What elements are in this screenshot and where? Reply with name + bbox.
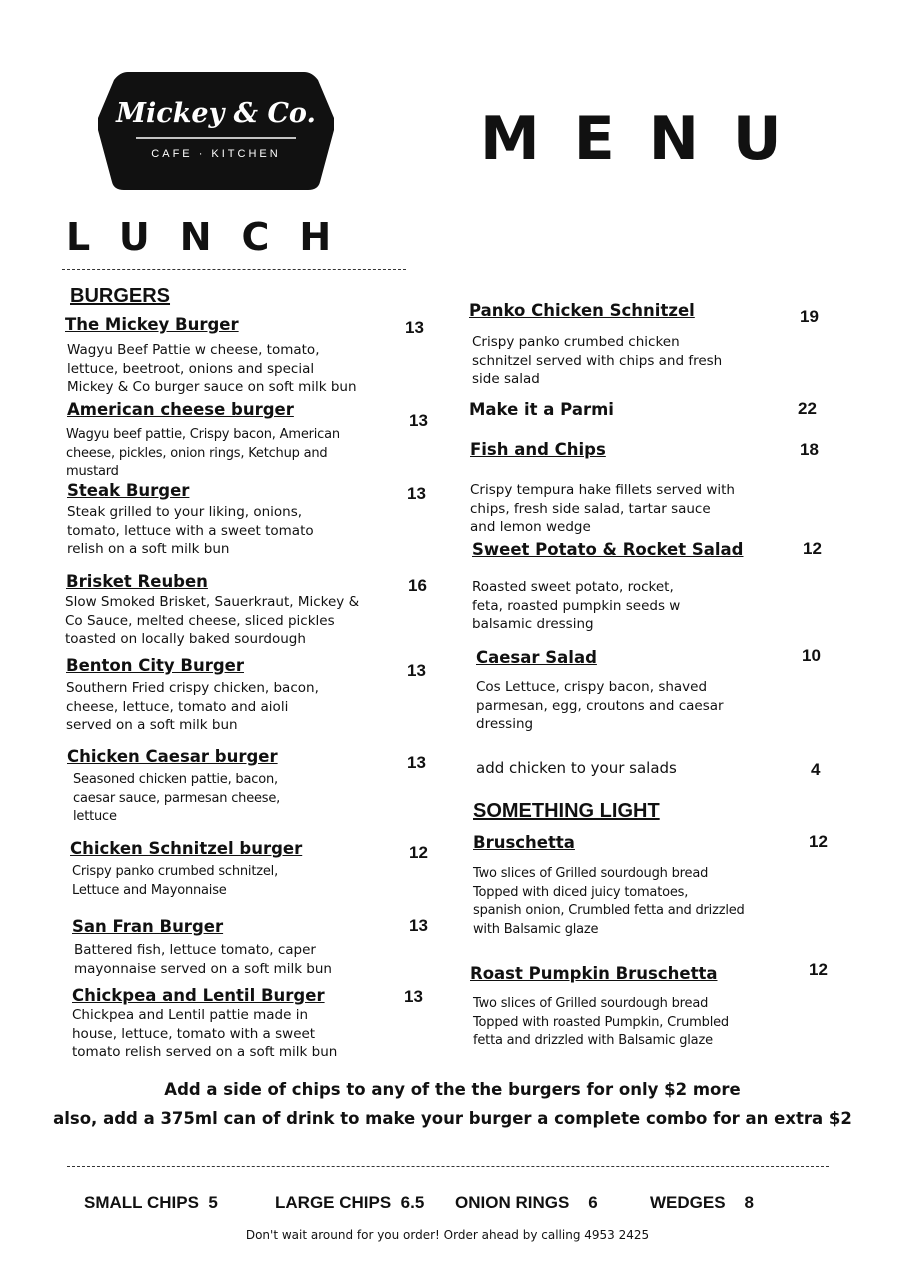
item-name: Fish and Chips: [470, 440, 606, 459]
item-price: 13: [404, 987, 423, 1006]
item-description: Crispy panko crumbed schnitzel, Lettuce and Mayonnaise: [72, 864, 278, 898]
side-price: 5: [208, 1193, 218, 1212]
item-description: Roasted sweet potato, rocket, feta, roasted pumpkin seeds w balsamic dressing: [472, 579, 681, 632]
item-price: 22: [798, 399, 817, 418]
order-ahead-footer: Don't wait around for you order! Order ahead by calling 4953 2425: [245, 1228, 650, 1242]
item-price: 13: [407, 661, 426, 680]
item-name: Roast Pumpkin Bruschetta: [470, 964, 718, 983]
menu-title: MENU: [480, 104, 816, 174]
item-description: Battered fish, lettuce tomato, caper mayonnaise served on a soft milk bun: [74, 942, 332, 977]
item-description: Steak grilled to your liking, onions, tomato, lettuce with a sweet tomato relish on a soft milk bun: [67, 504, 314, 557]
item-price: 13: [409, 916, 428, 935]
side-price: 6: [588, 1193, 598, 1212]
item-price: 18: [800, 440, 819, 459]
item-name: add chicken to your salads: [476, 759, 677, 777]
item-price: 13: [407, 484, 426, 503]
item-price: 10: [802, 646, 821, 665]
divider: [62, 269, 406, 270]
item-name: Make it a Parmi: [469, 400, 614, 419]
item-name: Benton City Burger: [66, 656, 244, 675]
divider: [67, 1166, 829, 1167]
burgers-heading: BURGERS: [70, 285, 171, 307]
side-onion-rings: [455, 1193, 598, 1213]
item-name: Brisket Reuben: [66, 572, 208, 591]
item-description: Wagyu beef pattie, Crispy bacon, American cheese, pickles, onion rings, Ketchup and mustard: [66, 427, 340, 479]
item-price: 12: [809, 832, 828, 851]
item-name: Caesar Salad: [476, 648, 597, 667]
item-description: Seasoned chicken pattie, bacon, caesar sauce, parmesan cheese, lettuce: [73, 772, 281, 824]
item-description: Southern Fried crispy chicken, bacon, cheese, lettuce, tomato and aioli served on a soft milk bun: [66, 680, 319, 733]
logo: [98, 72, 334, 190]
item-name: The Mickey Burger: [65, 315, 239, 334]
something-light-heading: SOMETHING LIGHT: [473, 800, 660, 822]
side-price: 8: [744, 1193, 754, 1212]
item-name: Chicken Schnitzel burger: [70, 839, 303, 858]
logo-badge: [98, 72, 334, 190]
side-name: ONION RINGS: [455, 1193, 570, 1212]
item-price: 13: [405, 318, 424, 337]
chips-note: Add a side of chips to any of the the burgers for only $2 more: [164, 1080, 741, 1099]
item-price: 12: [809, 960, 828, 979]
item-name: Bruschetta: [473, 833, 575, 852]
item-name: American cheese burger: [67, 400, 294, 419]
item-description: Two slices of Grilled sourdough bread Topped with diced juicy tomatoes, spanish onion, Crumbled fetta and drizzled with Balsamic glaze: [473, 866, 745, 937]
lunch-title: LUNCH: [66, 215, 362, 259]
side-name: SMALL CHIPS: [84, 1193, 199, 1212]
item-name: Chickpea and Lentil Burger: [72, 986, 325, 1005]
side-small-chips: [84, 1193, 218, 1213]
item-description: Crispy panko crumbed chicken schnitzel served with chips and fresh side salad: [472, 334, 723, 387]
item-description: Cos Lettuce, crispy bacon, shaved parmesan, egg, croutons and caesar dressing: [476, 679, 724, 732]
item-price: 4: [811, 760, 821, 779]
side-large-chips: [275, 1193, 424, 1213]
item-price: 12: [409, 843, 428, 862]
item-price: 13: [409, 411, 428, 430]
item-price: 19: [800, 307, 819, 326]
combo-note: also, add a 375ml can of drink to make your burger a complete combo for an extra $2: [53, 1109, 852, 1128]
logo-name: Mickey & Co.: [116, 98, 316, 129]
item-name: Steak Burger: [67, 481, 190, 500]
item-name: Chicken Caesar burger: [67, 747, 278, 766]
item-description: Wagyu Beef Pattie w cheese, tomato, lettuce, beetroot, onions and special Mickey & Co burger sauce on soft milk bun: [67, 342, 357, 395]
item-description: Chickpea and Lentil pattie made in house, lettuce, tomato with a sweet tomato relish served on a soft milk bun: [72, 1007, 338, 1060]
item-name: Panko Chicken Schnitzel: [469, 301, 695, 320]
item-name: Sweet Potato & Rocket Salad: [472, 540, 744, 559]
item-description: Slow Smoked Brisket, Sauerkraut, Mickey & Co Sauce, melted cheese, sliced pickles toasted on locally baked sourdough: [65, 594, 360, 647]
side-wedges: [650, 1193, 754, 1213]
logo-subtitle: CAFE · KITCHEN: [151, 148, 281, 160]
item-description: Two slices of Grilled sourdough bread Topped with roasted Pumpkin, Crumbled fetta and drizzled with Balsamic glaze: [473, 996, 729, 1048]
side-name: WEDGES: [650, 1193, 726, 1212]
side-name: LARGE CHIPS: [275, 1193, 392, 1212]
item-price: 16: [408, 576, 427, 595]
item-price: 13: [407, 753, 426, 772]
item-name: San Fran Burger: [72, 917, 224, 936]
item-description: Crispy tempura hake fillets served with chips, fresh side salad, tartar sauce and lemon wedge: [470, 482, 735, 535]
item-price: 12: [803, 539, 822, 558]
side-price: 6.5: [400, 1193, 425, 1212]
